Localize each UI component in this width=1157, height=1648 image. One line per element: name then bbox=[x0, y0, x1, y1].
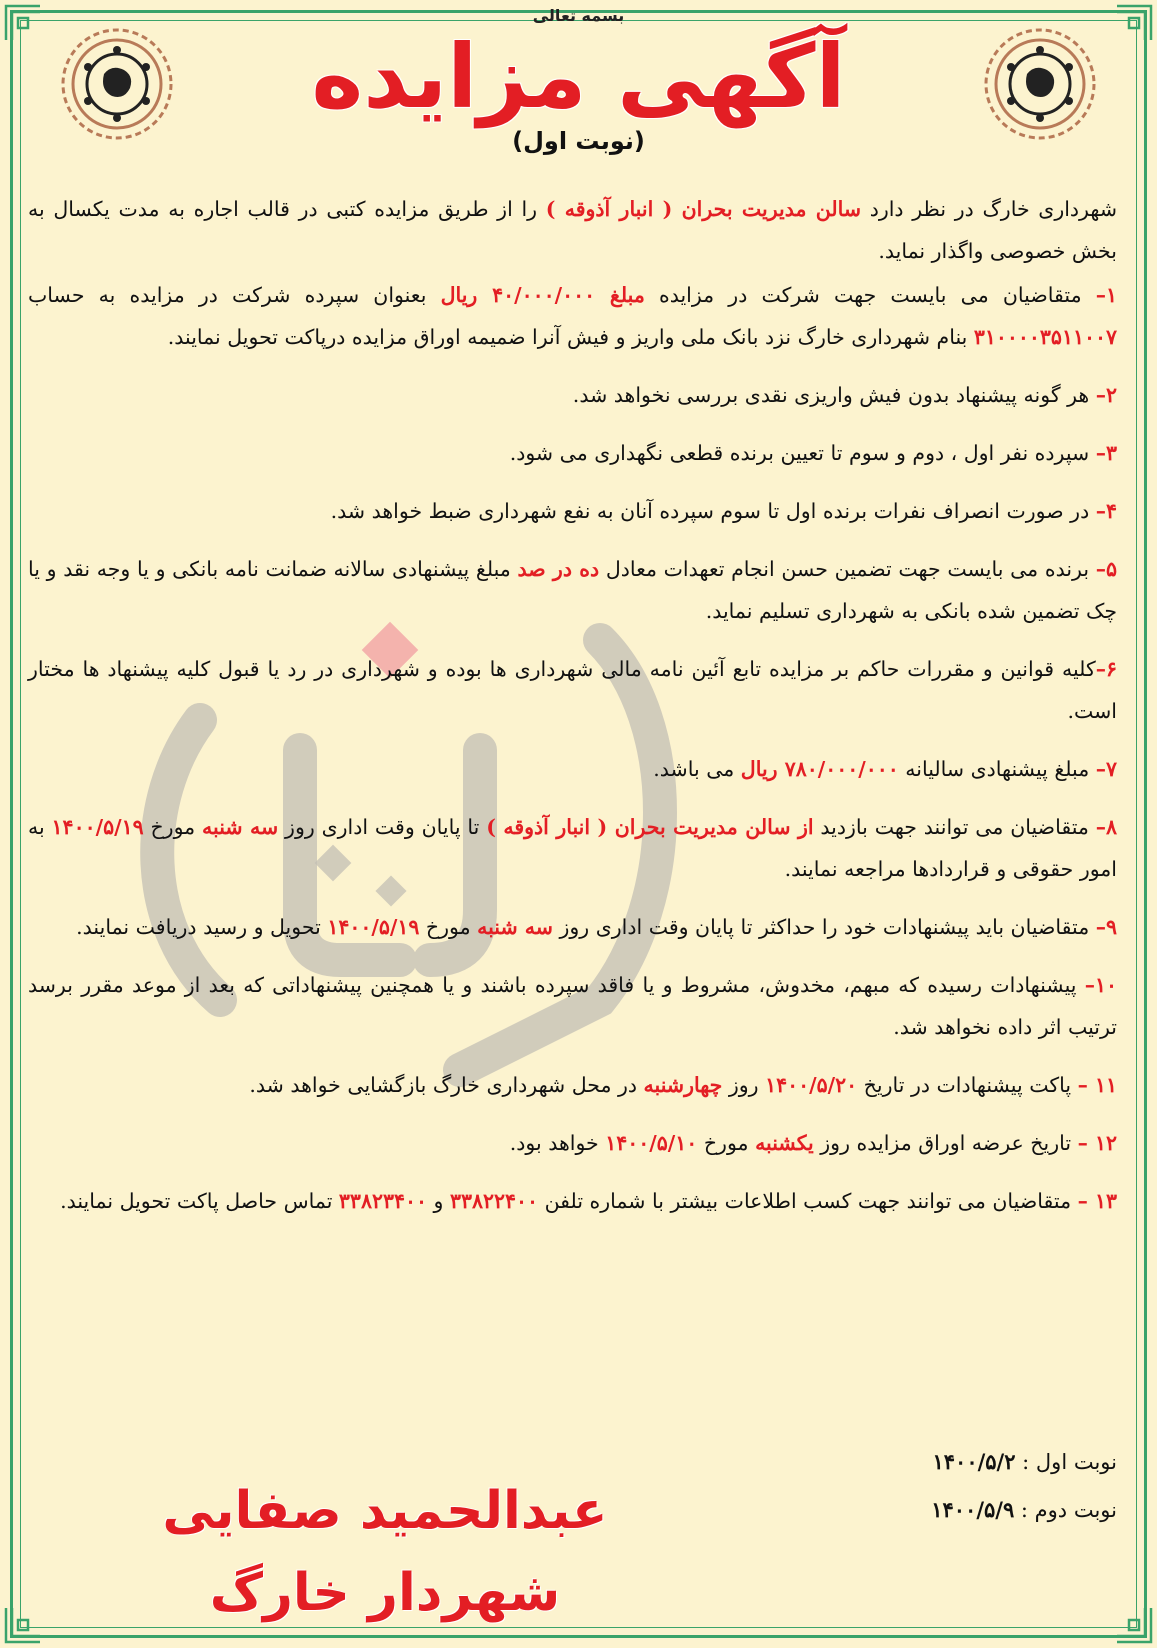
condition-highlight: سه شنبه bbox=[202, 815, 279, 839]
condition-number: ۱۰– bbox=[1084, 973, 1117, 997]
condition-highlight: از سالن مدیریت بحران ( انبار آذوقه ) bbox=[486, 815, 814, 839]
condition-item bbox=[28, 748, 1117, 790]
condition-text: تحویل و رسید دریافت نمایند. bbox=[76, 915, 328, 939]
intro-paragraph bbox=[28, 188, 1117, 272]
condition-highlight: ۷۸۰/۰۰۰/۰۰۰ ریال bbox=[740, 757, 899, 781]
condition-text: متقاضیان می توانند جهت کسب اطلاعات بیشتر با شماره تلفن bbox=[538, 1189, 1078, 1213]
condition-text: پیشنهادات رسیده که مبهم، مخدوش، مشروط و یا فاقد سپرده باشند و یا همچنین پیشنهاداتی که بعد از موعد مقرر برسد ترتیب اثر داده نخواهد شد. bbox=[28, 973, 1117, 1039]
condition-highlight: چهارشنبه bbox=[643, 1073, 723, 1097]
condition-text: در محل شهرداری خارگ بازگشایی خواهد شد. bbox=[249, 1073, 644, 1097]
condition-text: متقاضیان می بایست جهت شرکت در مزایده bbox=[644, 283, 1096, 307]
condition-text: تاریخ عرضه اوراق مزایده روز bbox=[813, 1131, 1078, 1155]
condition-text: برنده می بایست جهت تضمین حسن انجام تعهدات معادل bbox=[599, 557, 1096, 581]
condition-number: ۲– bbox=[1095, 383, 1117, 407]
condition-number: ۸– bbox=[1095, 815, 1117, 839]
notice-header bbox=[0, 6, 1157, 155]
condition-text: مبلغ پیشنهادی سالیانه bbox=[898, 757, 1096, 781]
condition-item bbox=[28, 1122, 1117, 1164]
second-turn-row bbox=[931, 1486, 1117, 1534]
notice-title: آگهی مزایده bbox=[311, 25, 846, 128]
condition-item bbox=[28, 906, 1117, 948]
condition-text: روز bbox=[722, 1073, 766, 1097]
condition-item bbox=[28, 274, 1117, 358]
publication-dates bbox=[931, 1438, 1117, 1534]
condition-highlight: یکشنبه bbox=[755, 1131, 814, 1155]
condition-text: خواهد بود. bbox=[509, 1131, 606, 1155]
condition-item bbox=[28, 806, 1117, 890]
conditions-list bbox=[28, 274, 1117, 1222]
condition-item bbox=[28, 1180, 1117, 1222]
condition-number: ۱– bbox=[1095, 283, 1117, 307]
condition-text: متقاضیان باید پیشنهادات خود را حداکثر تا پایان وقت اداری روز bbox=[552, 915, 1096, 939]
condition-text: کلیه قوانین و مقررات حاکم بر مزایده تابع آئین نامه مالی شهرداری ها بوده و شهرداری در رد یا قبول کلیه پیشنهاد ها مختار است. bbox=[28, 657, 1117, 723]
condition-text: مورخ bbox=[697, 1131, 756, 1155]
second-turn-label: نوبت دوم : bbox=[1014, 1498, 1117, 1522]
condition-highlight: ۱۴۰۰/۵/۱۹ bbox=[327, 915, 420, 939]
condition-item bbox=[28, 374, 1117, 416]
condition-number: ۶– bbox=[1095, 657, 1117, 681]
first-turn-row bbox=[931, 1438, 1117, 1486]
condition-item bbox=[28, 964, 1117, 1048]
condition-item bbox=[28, 490, 1117, 532]
corner-ornament-icon bbox=[4, 1606, 42, 1644]
condition-text: متقاضیان می توانند جهت بازدید bbox=[813, 815, 1096, 839]
signatory-name: عبدالحمید صفایی bbox=[162, 1481, 608, 1541]
condition-text: مبلغ پیشنهادی سالانه ضمانت نامه بانکی و یا وجه نقد و یا چک تضمین شده بانکی به شهرداری تسلیم نماید. bbox=[28, 557, 1117, 623]
condition-text: هر گونه پیشنهاد بدون فیش واریزی نقدی بررسی نخواهد شد. bbox=[572, 383, 1096, 407]
condition-item bbox=[28, 432, 1117, 474]
first-turn-date: ۱۴۰۰/۵/۲ bbox=[932, 1449, 1016, 1474]
condition-text: و bbox=[427, 1189, 450, 1213]
condition-number: ۴– bbox=[1095, 499, 1117, 523]
intro-text: شهرداری خارگ در نظر دارد bbox=[861, 197, 1117, 221]
signatory-role: شهردار خارگ bbox=[209, 1563, 561, 1623]
condition-number: ۳– bbox=[1095, 441, 1117, 465]
notice-subtitle: (نوبت اول) bbox=[512, 127, 645, 155]
notice-body bbox=[28, 188, 1117, 1238]
condition-text: به امور حقوقی و قراردادها مراجعه نمایند. bbox=[28, 815, 1117, 881]
condition-highlight: ۱۴۰۰/۵/۱۰ bbox=[605, 1131, 698, 1155]
condition-text: می باشد. bbox=[653, 757, 741, 781]
condition-text: تا پایان وقت اداری روز bbox=[278, 815, 487, 839]
condition-item bbox=[28, 648, 1117, 732]
condition-item bbox=[28, 1064, 1117, 1106]
condition-number: ۱۲ – bbox=[1077, 1131, 1117, 1155]
second-turn-date: ۱۴۰۰/۵/۹ bbox=[931, 1497, 1015, 1522]
condition-number: ۵– bbox=[1095, 557, 1117, 581]
intro-highlight: سالن مدیریت بحران ( انبار آذوقه ) bbox=[545, 197, 862, 221]
condition-text: بنام شهرداری خارگ نزد بانک ملی واریز و فیش آنرا ضمیمه اوراق مزایده درپاکت تحویل نمایند. bbox=[167, 325, 974, 349]
condition-text: در صورت انصراف نفرات برنده اول تا سوم سپرده آنان به نفع شهرداری ضبط خواهد شد. bbox=[330, 499, 1096, 523]
intro-text: را از طریق مزایده کتبی در قالب اجاره به مدت یکسال به بخش خصوصی واگذار نماید. bbox=[28, 197, 1117, 263]
basmala: بسمه تعالی bbox=[532, 6, 625, 25]
condition-text: مورخ bbox=[419, 915, 478, 939]
condition-text: سپرده نفر اول ، دوم و سوم تا تعیین برنده قطعی نگهداری می شود. bbox=[509, 441, 1096, 465]
first-turn-label: نوبت اول : bbox=[1015, 1450, 1117, 1474]
condition-highlight: ۱۴۰۰/۵/۱۹ bbox=[51, 815, 144, 839]
condition-highlight: مبلغ ۴۰/۰۰۰/۰۰۰ ریال bbox=[440, 283, 645, 307]
condition-number: ۹– bbox=[1095, 915, 1117, 939]
condition-item bbox=[28, 548, 1117, 632]
condition-highlight: ۱۴۰۰/۵/۲۰ bbox=[765, 1073, 858, 1097]
condition-text: مورخ bbox=[143, 815, 203, 839]
condition-text: تماس حاصل پاکت تحویل نمایند. bbox=[60, 1189, 339, 1213]
condition-highlight: ۳۳۸۲۳۴۰۰ bbox=[338, 1189, 428, 1213]
condition-highlight: ۳۱۰۰۰۰۳۵۱۱۰۰۷ bbox=[973, 325, 1117, 349]
condition-number: ۱۳ – bbox=[1077, 1189, 1117, 1213]
condition-highlight: سه شنبه bbox=[477, 915, 553, 939]
condition-text: بعنوان سپرده شرکت در مزایده به حساب bbox=[28, 283, 441, 307]
corner-ornament-icon bbox=[1115, 1606, 1153, 1644]
condition-highlight: ده در صد bbox=[517, 557, 600, 581]
condition-highlight: ۳۳۸۲۲۴۰۰ bbox=[449, 1189, 539, 1213]
condition-text: پاکت پیشنهادات در تاریخ bbox=[857, 1073, 1078, 1097]
signature-block bbox=[150, 1470, 620, 1634]
condition-number: ۷– bbox=[1095, 757, 1117, 781]
condition-number: ۱۱ – bbox=[1077, 1073, 1117, 1097]
